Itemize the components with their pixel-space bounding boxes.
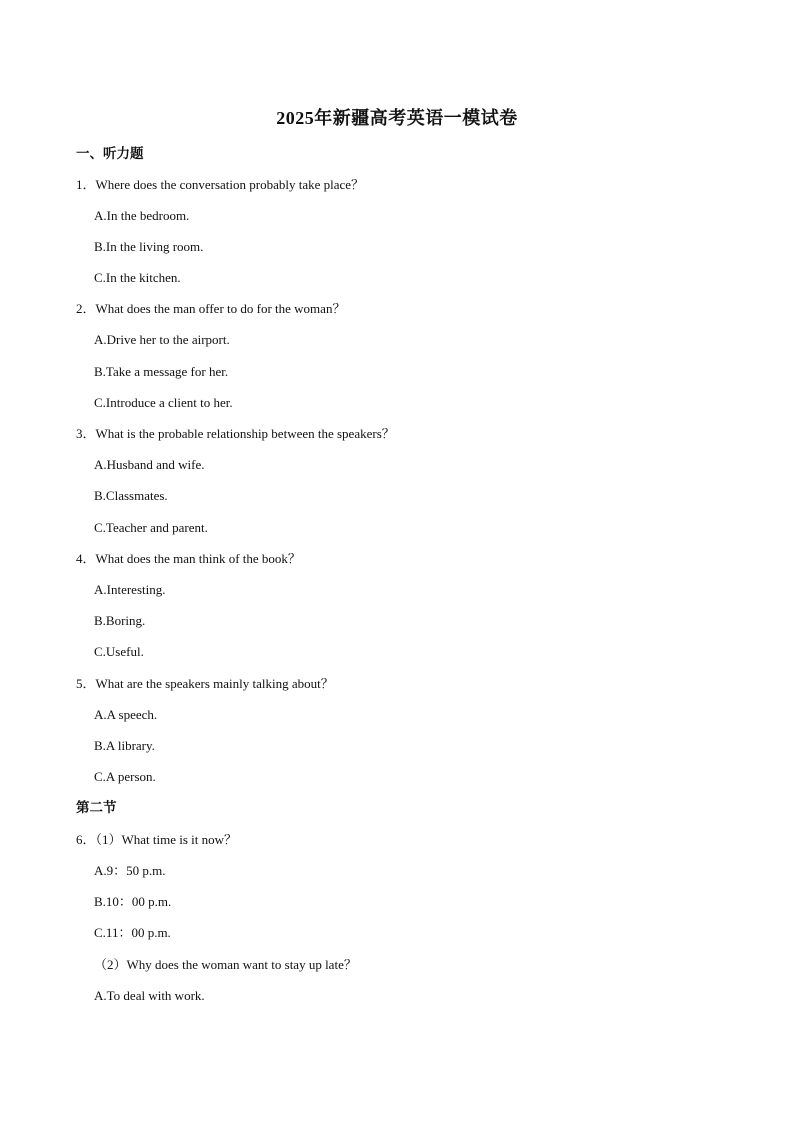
answer-option: A.A speech. (94, 707, 158, 722)
question-stem: 4．What does the man think of the book？ (76, 551, 301, 566)
answer-option: B.A library. (94, 738, 155, 753)
page-title: 2025年新疆高考英语一模试卷 (276, 108, 518, 128)
answer-option: A.To deal with work. (94, 988, 205, 1003)
answer-option: A.Husband and wife. (94, 457, 205, 472)
question-stem: 1．Where does the conversation probably take place？ (76, 177, 365, 192)
answer-option: A.Interesting. (94, 582, 166, 597)
answer-option: B.In the living room. (94, 239, 204, 254)
answer-option: C.A person. (94, 769, 156, 784)
answer-option: C.11：00 p.m. (94, 925, 171, 940)
answer-option: C.Introduce a client to her. (94, 395, 233, 410)
answer-option: C.Teacher and parent. (94, 520, 208, 535)
answer-option: C.In the kitchen. (94, 270, 181, 285)
question-stem: 2．What does the man offer to do for the woman？ (76, 301, 346, 316)
question-stem: 5．What are the speakers mainly talking about？ (76, 676, 334, 691)
answer-option: B.Boring. (94, 613, 146, 628)
answer-option: A.In the bedroom. (94, 208, 190, 223)
answer-option: A.9：50 p.m. (94, 863, 166, 878)
question-stem: 3．What is the probable relationship between the speakers？ (76, 426, 395, 441)
question-stem: 6．（1）What time is it now？ (76, 832, 238, 847)
answer-option: C.Useful. (94, 644, 144, 659)
sub-question-stem: （2）Why does the woman want to stay up late？ (94, 957, 357, 972)
answer-option: B.10：00 p.m. (94, 894, 172, 909)
section-heading-part2: 第二节 (76, 800, 117, 815)
answer-option: B.Classmates. (94, 488, 168, 503)
section-heading-listening: 一、听力题 (76, 146, 144, 161)
answer-option: B.Take a message for her. (94, 364, 229, 379)
answer-option: A.Drive her to the airport. (94, 332, 230, 347)
